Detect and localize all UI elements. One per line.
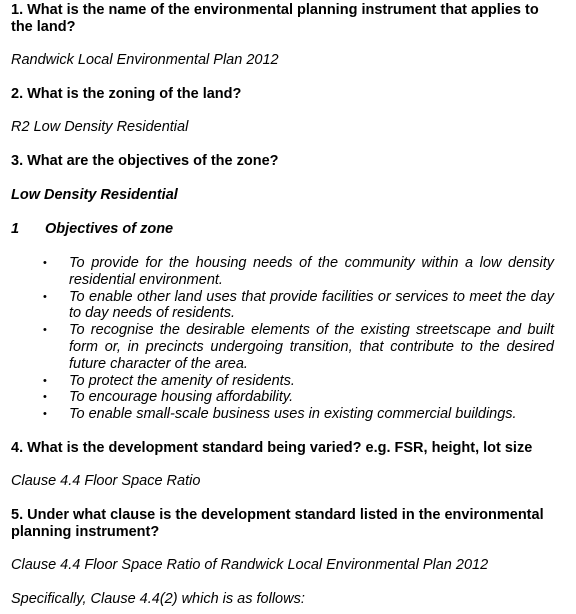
answer-5: Clause 4.4 Floor Space Ratio of Randwick Local Environmental Plan 2012 xyxy=(11,556,489,573)
objectives-title: Objectives of zone xyxy=(45,221,174,237)
question-4: 4. What is the development standard being varied? e.g. FSR, height, lot size xyxy=(11,439,533,456)
bullet-icon: • xyxy=(43,257,47,269)
objective-text: To protect the amenity of residents. xyxy=(69,372,295,389)
bullet-icon: • xyxy=(43,374,47,387)
question-5: 5. Under what clause is the development standard listed in the environmental planning instrument? xyxy=(11,506,544,540)
answer-4: Clause 4.4 Floor Space Ratio xyxy=(11,472,201,489)
objectives-list xyxy=(11,255,554,423)
list-item xyxy=(43,389,554,406)
list-item xyxy=(43,322,554,372)
objective-text: To encourage housing affordability. xyxy=(69,389,294,406)
answer-1: Randwick Local Environmental Plan 2012 xyxy=(11,52,279,68)
list-item xyxy=(43,406,554,423)
objective-text: To enable small-scale business uses in existing commercial buildings. xyxy=(69,406,517,423)
objective-text: To provide for the housing needs of the community within a low density residential environment. xyxy=(69,255,554,288)
bullet-icon: • xyxy=(43,290,47,303)
list-item xyxy=(43,373,554,390)
objectives-heading xyxy=(11,221,554,238)
objectives-number: 1 xyxy=(11,221,20,237)
answer-2: R2 Low Density Residential xyxy=(11,119,189,135)
answer-5-detail: Specifically, Clause 4.4(2) which is as follows: xyxy=(11,590,305,607)
question-2: 2. What is the zoning of the land? xyxy=(11,86,242,102)
bullet-icon: • xyxy=(43,391,47,404)
zone-heading: Low Density Residential xyxy=(11,187,178,203)
objective-text: To recognise the desirable elements of the existing streetscape and built form or, in precincts undergoing transition, that contribute to the desired future character of the area. xyxy=(69,322,554,372)
bullet-icon: • xyxy=(43,324,47,337)
bullet-icon: • xyxy=(43,408,47,421)
list-item xyxy=(43,289,554,323)
question-3: 3. What are the objectives of the zone? xyxy=(11,153,279,169)
list-item xyxy=(43,255,554,289)
objective-text: To enable other land uses that provide facilities or services to meet the day to day needs of residents. xyxy=(69,288,554,322)
question-1: 1. What is the name of the environmental planning instrument that applies to the land? xyxy=(11,2,539,35)
